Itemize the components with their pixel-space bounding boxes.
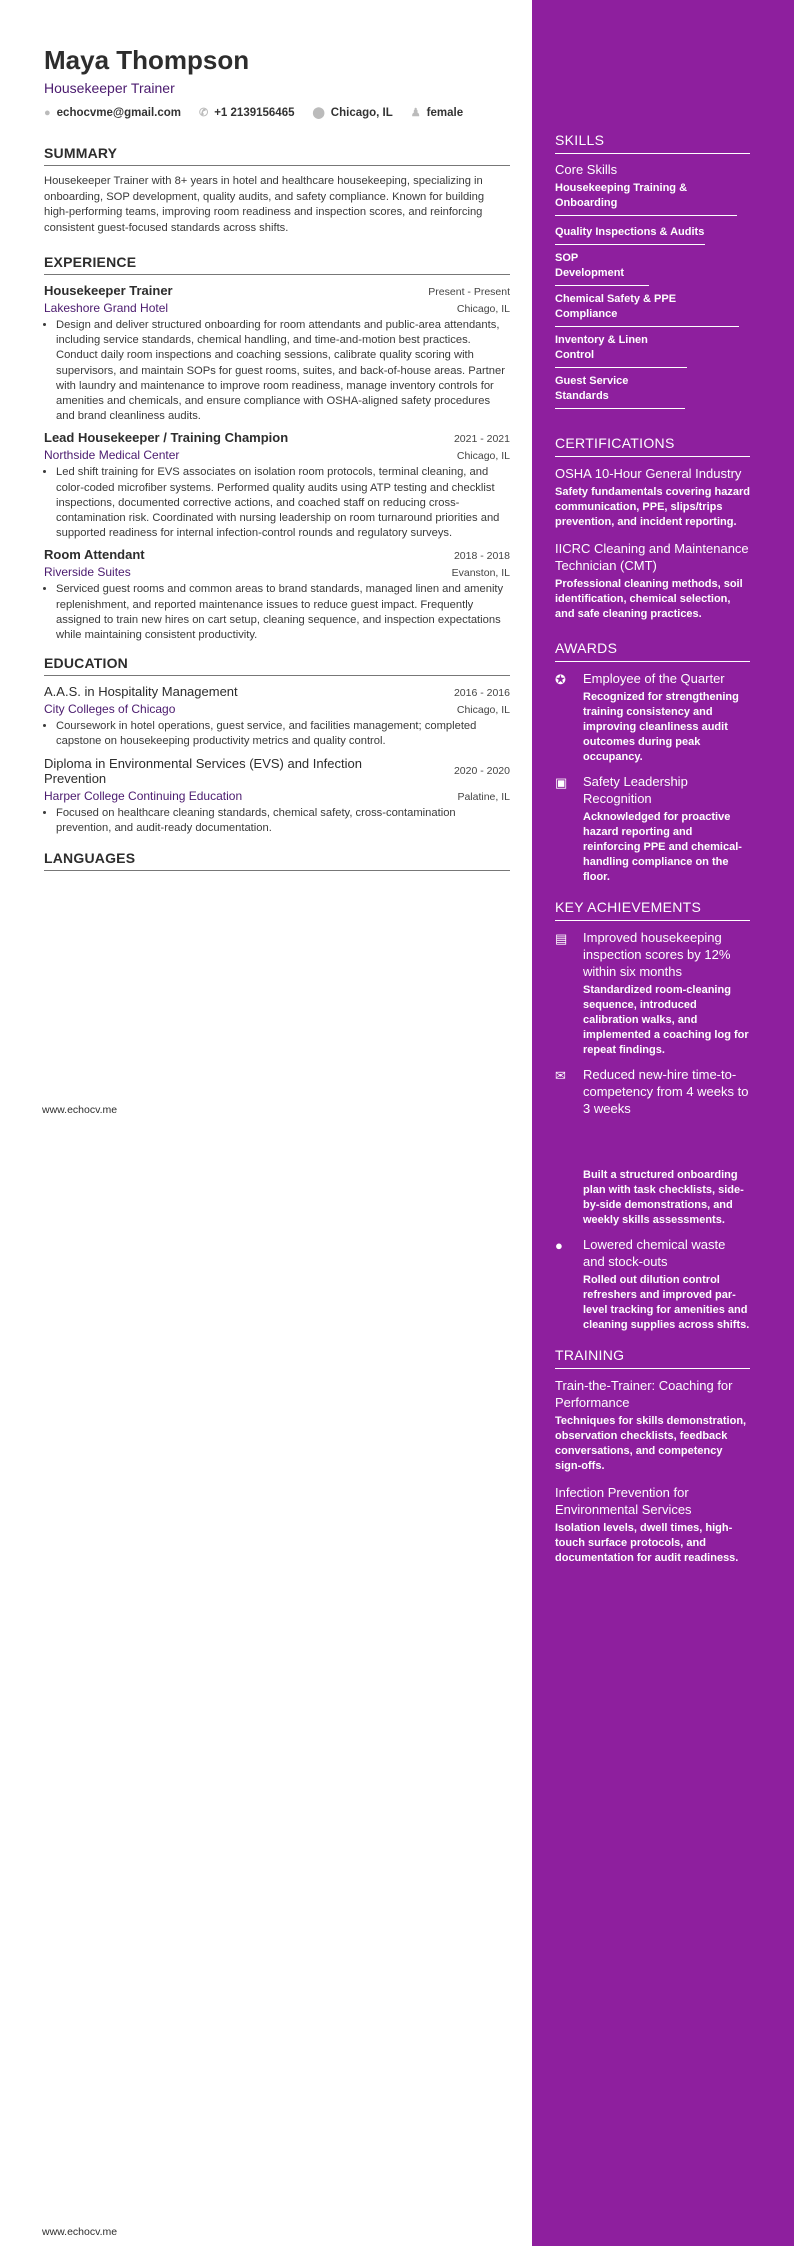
shield-icon: ▣ bbox=[555, 775, 568, 790]
phone-icon: ✆ bbox=[199, 107, 209, 119]
award-description: Recognized for strengthening training consistency and improving cleanliness audit outcomes during peak occupancy. bbox=[583, 691, 739, 763]
education-dates: 2020 - 2020 bbox=[453, 764, 510, 777]
summary-heading: SUMMARY bbox=[44, 145, 118, 161]
training-description: Isolation levels, dwell times, high-touch surface protocols, and documentation for audit readiness. bbox=[555, 1522, 739, 1564]
company-name: Lakeshore Grand Hotel bbox=[44, 301, 169, 315]
achievement-title: Lowered chemical waste and stock-outs bbox=[583, 1237, 726, 1269]
achievement-item bbox=[555, 929, 750, 1058]
company-name: Riverside Suites bbox=[44, 565, 131, 580]
email-text: echocvme@gmail.com bbox=[56, 106, 181, 119]
candidate-title: Housekeeper Trainer bbox=[44, 80, 175, 96]
achievement-description: Standardized room-cleaning sequence, introduced calibration walks, and implemented a coaching log for repeat findings. bbox=[583, 984, 749, 1056]
training-name: Train-the-Trainer: Coaching for Performance bbox=[555, 1378, 733, 1410]
location-pin-icon: ⬤ bbox=[312, 107, 325, 119]
skill-item: Guest Service Standards bbox=[555, 374, 685, 409]
education-section bbox=[44, 655, 510, 836]
certification-name: IICRC Cleaning and Maintenance Technician (CMT) bbox=[555, 541, 749, 573]
job-title: Housekeeper Trainer bbox=[44, 283, 173, 298]
document-icon: ▤ bbox=[555, 931, 568, 946]
education-dates: 2016 - 2016 bbox=[453, 687, 510, 700]
achievements-divider bbox=[555, 920, 750, 921]
certification-description: Safety fundamentals covering hazard communication, PPE, slips/trips prevention, and incident reporting. bbox=[555, 486, 750, 528]
certifications-heading: CERTIFICATIONS bbox=[555, 435, 675, 451]
location-text: Chicago, IL bbox=[330, 106, 393, 119]
job-bullet: • Design and deliver structured onboarding for room attendants and public-area attendants, including service standards, chemical handling, and time-and-motion best practices. Conduct daily room inspections and coaching sessions, calibrate quality scoring with supervisors, and maintain SOPs for guest rooms, suites, and back-of-house areas. Partner with laundry and maintenance to improve room readiness, manage inventory controls for amenities and chemicals, and ensure compliance with OSHA-aligned safety procedures and brand cleanliness audits. bbox=[56, 318, 510, 424]
education-divider bbox=[44, 675, 510, 676]
phone-text: +1 2139156465 bbox=[214, 106, 295, 119]
degree-name: A.A.S. in Hospitality Management bbox=[44, 684, 238, 700]
contact-phone[interactable] bbox=[199, 106, 294, 119]
education-heading: EDUCATION bbox=[44, 655, 128, 672]
experience-divider bbox=[44, 274, 510, 275]
contact-email[interactable] bbox=[44, 107, 181, 119]
education-bullet: • Coursework in hotel operations, guest service, and facilities management; completed capstone on housekeeping productivity metrics and quality control. bbox=[56, 719, 510, 749]
award-title: Employee of the Quarter bbox=[583, 671, 725, 686]
job-bullet: • Led shift training for EVS associates on isolation room protocols, terminal cleaning, and color-coded microfiber systems. Performed quality audits using ATP testing and checklist inspections, documented corrective actions, and coached staff on reducing cross-contamination risk. Coordinated with nursing leadership on room turnaround priorities and supported readiness for internal infection-control rounds and regulatory surveys. bbox=[56, 465, 510, 541]
languages-section bbox=[44, 850, 510, 871]
languages-divider bbox=[44, 870, 510, 871]
sidebar-page-2 bbox=[555, 1168, 750, 1576]
awards-divider bbox=[555, 661, 750, 662]
degree-name: Diploma in Environmental Services (EVS) and Infection Prevention bbox=[44, 755, 362, 786]
contact-location bbox=[312, 106, 392, 119]
medal-icon: ✪ bbox=[555, 672, 566, 687]
gender-text: female bbox=[426, 106, 464, 119]
achievement-description: Built a structured onboarding plan with task checklists, side-by-side demonstrations, and weekly skills assessments. bbox=[583, 1169, 744, 1226]
certifications-divider bbox=[555, 456, 750, 457]
achievement-item bbox=[555, 1066, 750, 1117]
achievement-continuation bbox=[583, 1168, 750, 1228]
circle-icon: ● bbox=[555, 1238, 563, 1253]
contact-bar bbox=[44, 106, 510, 119]
award-description: Acknowledged for proactive hazard reporting and reinforcing PPE and chemical-handling compliance on the floor. bbox=[583, 811, 742, 883]
skill-item: SOP Development bbox=[555, 251, 649, 286]
summary-section bbox=[44, 145, 510, 236]
education-bullet: • Focused on healthcare cleaning standards, chemical safety, cross-contamination prevention, and audit-ready documentation. bbox=[56, 806, 510, 836]
achievement-title: Improved housekeeping inspection scores by 12% within six months bbox=[583, 930, 731, 979]
job-title: Room Attendant bbox=[44, 547, 145, 563]
candidate-name: Maya Thompson bbox=[44, 45, 250, 75]
education-entry bbox=[44, 684, 510, 749]
email-icon: ● bbox=[44, 106, 51, 119]
award-item bbox=[555, 773, 750, 885]
award-title: Safety Leadership Recognition bbox=[583, 774, 688, 806]
job-bullet: • Serviced guest rooms and common areas to brand standards, managed linen and amenity replenishment, and reported maintenance issues to reduce guest impact. Frequently assigned to train new hires on cart setup, cleaning sequence, and inspection expectations while maintaining consistent productivity. bbox=[56, 582, 510, 643]
achievement-title: Reduced new-hire time-to-competency from 4 weeks to 3 weeks bbox=[583, 1067, 749, 1116]
job-location: Chicago, IL bbox=[456, 450, 510, 463]
school-location: Palatine, IL bbox=[457, 790, 510, 803]
job-title: Lead Housekeeper / Training Champion bbox=[44, 430, 289, 446]
skill-item: Chemical Safety & PPE Compliance bbox=[555, 292, 739, 327]
skill-item: Housekeeping Training & Onboarding bbox=[555, 181, 737, 216]
languages-heading: LANGUAGES bbox=[44, 850, 136, 867]
job-dates: Present - Present bbox=[428, 286, 510, 298]
footer-website[interactable]: www.echocv.me bbox=[42, 1104, 118, 1116]
summary-divider bbox=[44, 165, 510, 166]
skills-heading: SKILLS bbox=[555, 132, 605, 148]
company-name: Northside Medical Center bbox=[44, 448, 180, 463]
school-location: Chicago, IL bbox=[456, 704, 510, 717]
awards-heading: AWARDS bbox=[555, 640, 618, 656]
education-entry bbox=[44, 756, 510, 836]
skill-item: Quality Inspections & Audits bbox=[555, 225, 705, 245]
sidebar-page-1 bbox=[555, 132, 750, 1125]
achievement-item bbox=[555, 1236, 750, 1333]
summary-text: Housekeeper Trainer with 8+ years in hotel and healthcare housekeeping, specializing in onboarding, SOP development, quality audits, and safety compliance. Known for building high-performing teams, improving room readiness and inspection scores, and reinforcing consistent guest-focused standards across shifts. bbox=[44, 175, 485, 234]
skills-divider bbox=[555, 153, 750, 154]
experience-entry bbox=[44, 283, 510, 424]
job-dates: 2018 - 2018 bbox=[453, 550, 510, 563]
achievement-description: Rolled out dilution control refreshers and improved par-level tracking for amenities and cleaning supplies across shifts. bbox=[583, 1274, 750, 1331]
experience-entry bbox=[44, 430, 510, 541]
school-name: Harper College Continuing Education bbox=[44, 788, 243, 803]
experience-section bbox=[44, 254, 510, 643]
chat-icon: ✉ bbox=[555, 1068, 566, 1083]
experience-entry bbox=[44, 547, 510, 643]
training-divider bbox=[555, 1368, 750, 1369]
person-icon: ♟ bbox=[410, 107, 421, 119]
contact-gender bbox=[411, 106, 463, 119]
achievements-heading: KEY ACHIEVEMENTS bbox=[555, 899, 702, 915]
skill-item: Inventory & Linen Control bbox=[555, 333, 687, 368]
training-description: Techniques for skills demonstration, observation checklists, feedback conversations, and competency sign-offs. bbox=[555, 1415, 747, 1472]
job-location: Chicago, IL bbox=[456, 303, 510, 315]
training-name: Infection Prevention for Environmental Services bbox=[555, 1485, 692, 1517]
job-location: Evanston, IL bbox=[451, 567, 510, 580]
footer-website[interactable]: www.echocv.me bbox=[42, 2226, 118, 2238]
main-column bbox=[44, 44, 510, 879]
award-item bbox=[555, 670, 750, 765]
certification-description: Professional cleaning methods, soil identification, chemical selection, and safe cleaning practices. bbox=[555, 578, 743, 620]
skills-group-title: Core Skills bbox=[555, 162, 618, 177]
training-heading: TRAINING bbox=[555, 1347, 625, 1363]
experience-heading: EXPERIENCE bbox=[44, 254, 137, 270]
certification-name: OSHA 10-Hour General Industry bbox=[555, 466, 742, 481]
school-name: City Colleges of Chicago bbox=[44, 702, 176, 717]
job-dates: 2021 - 2021 bbox=[453, 433, 510, 446]
